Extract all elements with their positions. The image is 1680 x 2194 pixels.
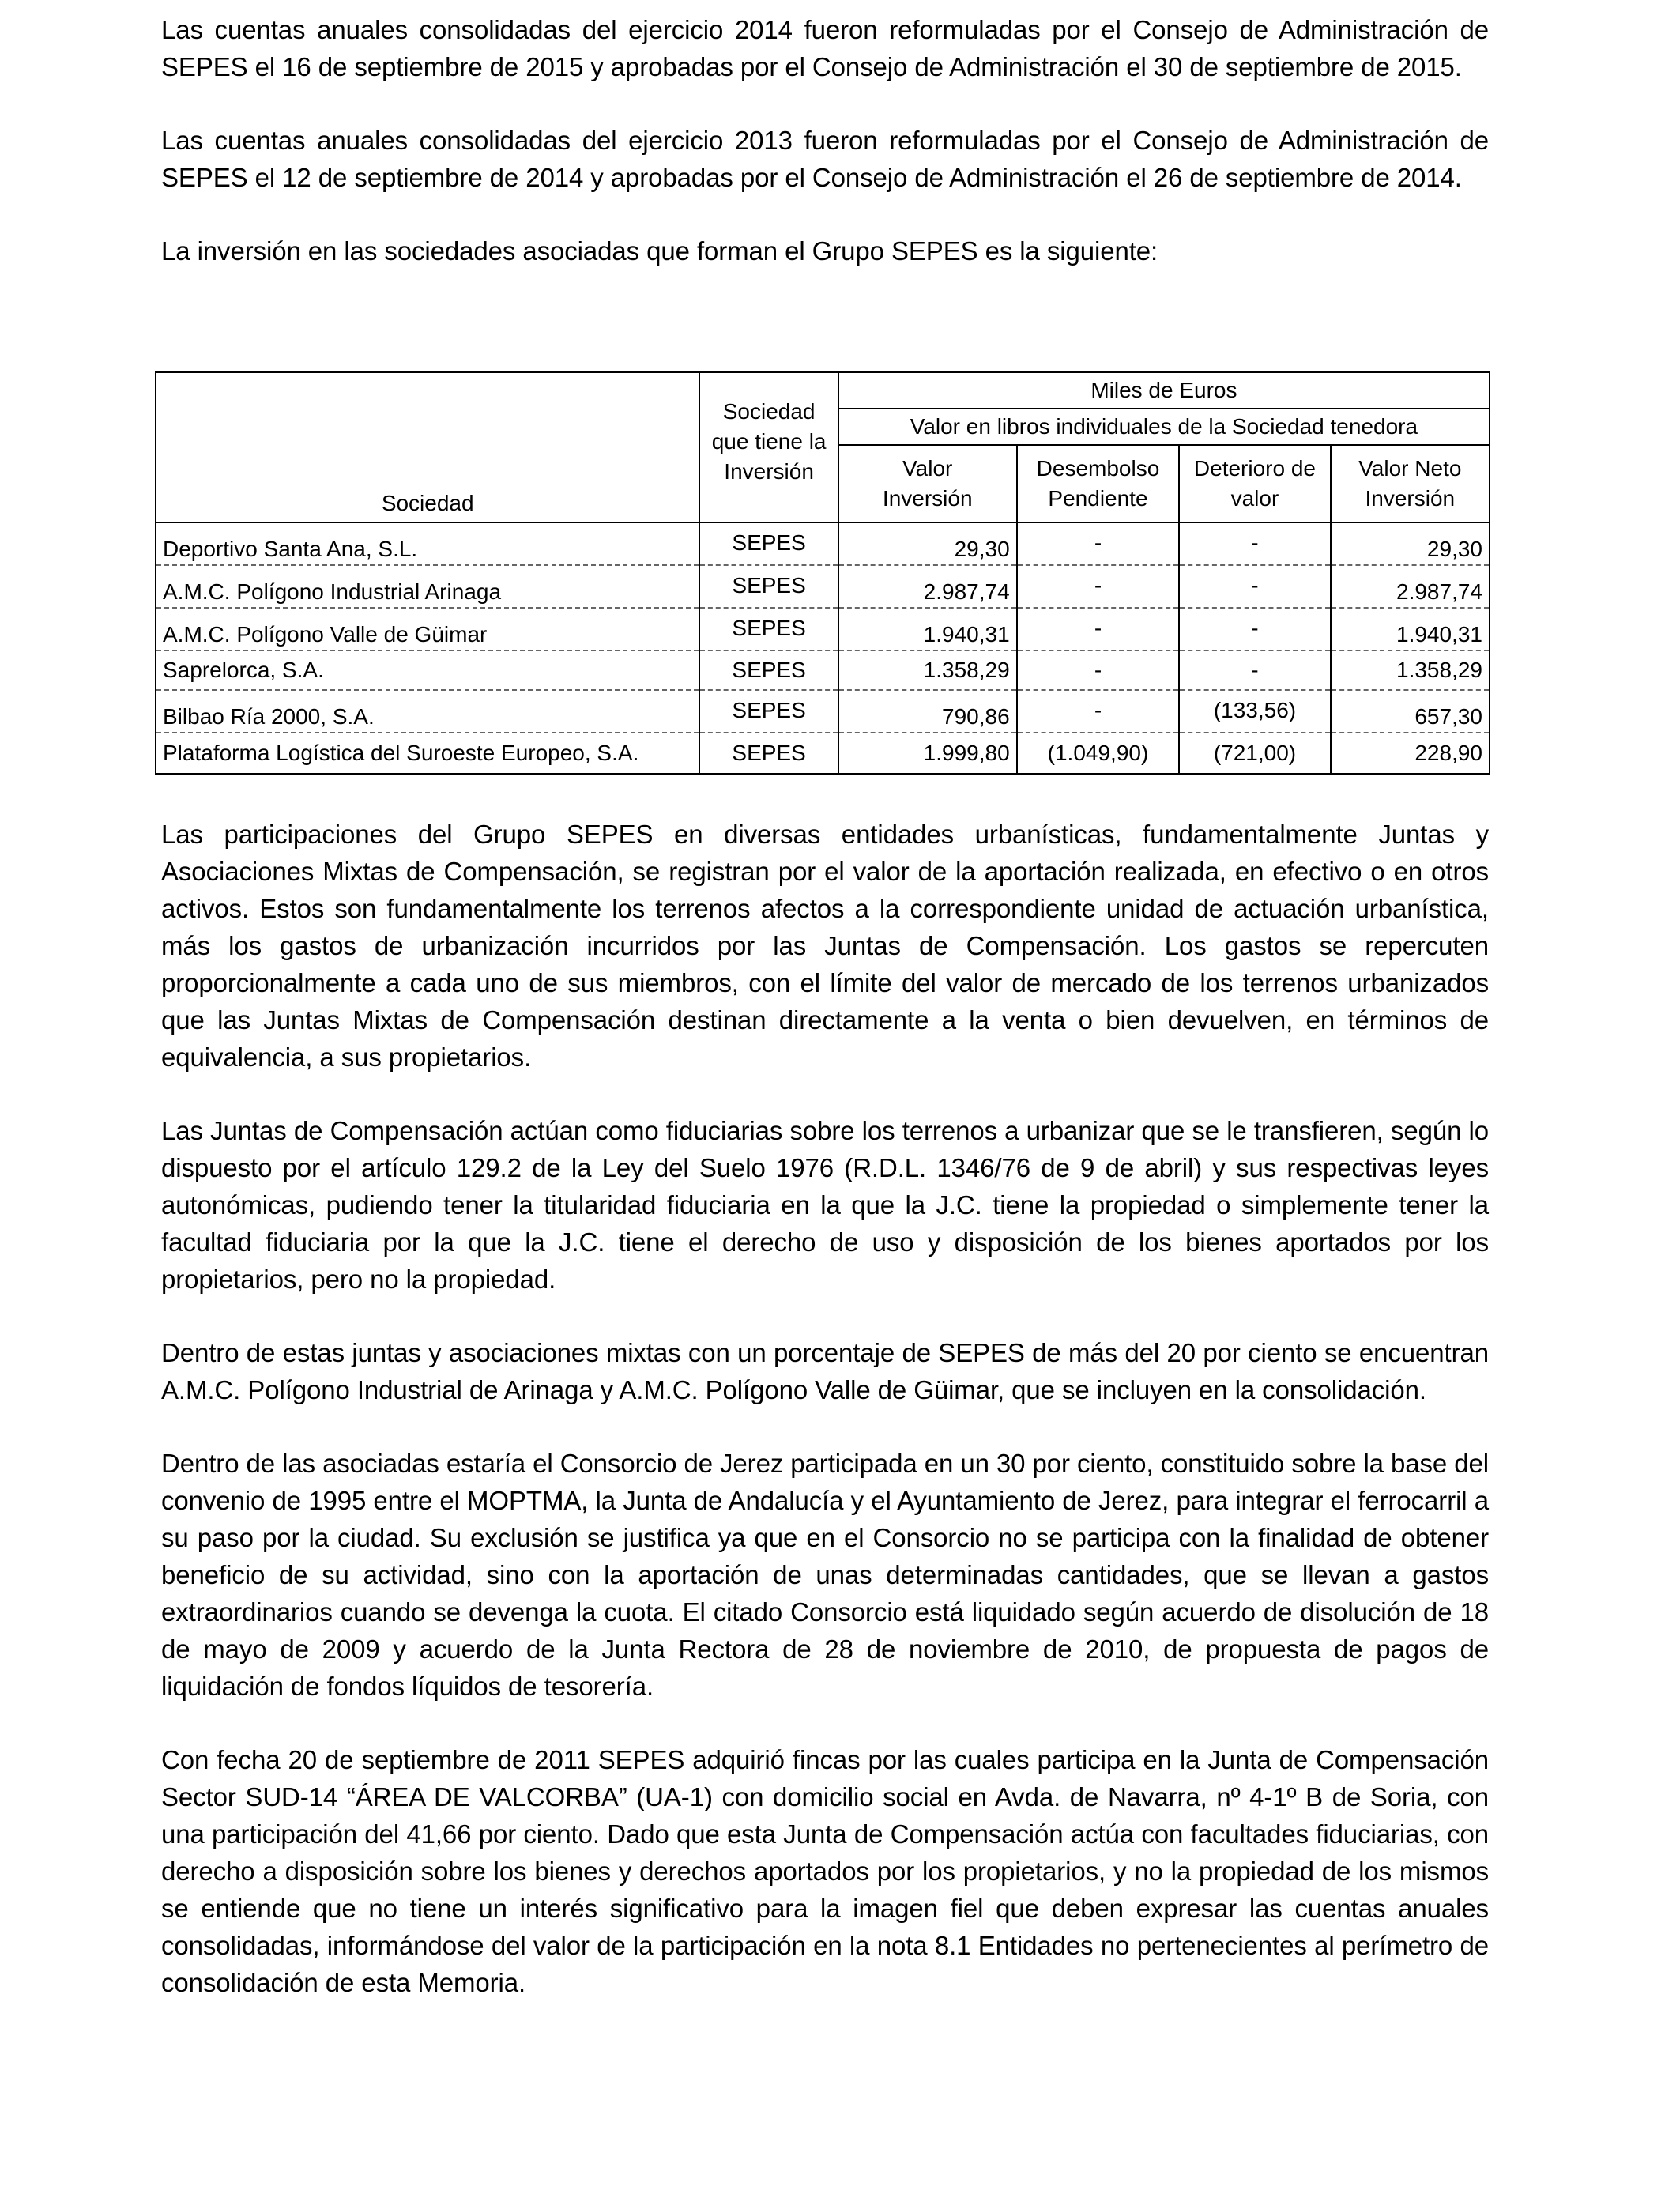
cell-desembolso: - [1017, 650, 1180, 690]
cell-neto: 657,30 [1331, 690, 1490, 733]
paragraph-inversion-intro: La inversión en las sociedades asociadas que forman el Grupo SEPES es la siguiente: [161, 236, 1158, 266]
table-row [156, 565, 1490, 608]
cell-sociedad: Plataforma Logística del Suroeste Europeo, S.A. [156, 733, 699, 774]
cell-neto: 2.987,74 [1331, 565, 1490, 608]
bottom-text-block [161, 816, 1489, 2038]
cell-valor: 2.987,74 [838, 565, 1017, 608]
cell-sociedad: Saprelorca, S.A. [156, 650, 699, 690]
paragraph-cuentas-2013: Las cuentas anuales consolidadas del ejercicio 2013 fueron reformuladas por el Consejo de Administración de SEPES el 12 de septiembre de 2014 y aprobadas por el Consejo de Administración el 26 de septiembre de 2014. [161, 126, 1489, 192]
cell-desembolso: - [1017, 522, 1180, 565]
header-tenedora: Sociedad que tiene la Inversión [711, 399, 827, 484]
cell-deterioro: - [1179, 608, 1330, 650]
cell-sociedad: Bilbao Ría 2000, S.A. [156, 690, 699, 733]
paragraph-juntas-asociaciones: Dentro de estas juntas y asociaciones mixtas con un porcentaje de SEPES de más del 20 por ciento se encuentran A.M.C. Polígono Industrial de Arinaga y A.M.C. Polígono Valle de Güimar, que se incluyen en la consolidación. [161, 1338, 1489, 1404]
cell-deterioro: - [1179, 522, 1330, 565]
cell-valor: 29,30 [838, 522, 1017, 565]
header-miles-euros: Miles de Euros [838, 372, 1490, 409]
cell-deterioro: (133,56) [1179, 690, 1330, 733]
paragraph-cuentas-2014: Las cuentas anuales consolidadas del ejercicio 2014 fueron reformuladas por el Consejo de Administración de SEPES el 16 de septiembre de 2015 y aprobadas por el Consejo de Administración el 30 de septiembre de 2015. [161, 15, 1489, 81]
cell-valor: 790,86 [838, 690, 1017, 733]
cell-desembolso: - [1017, 565, 1180, 608]
cell-deterioro: (721,00) [1179, 733, 1330, 774]
cell-tenedora: SEPES [699, 608, 838, 650]
cell-desembolso: - [1017, 690, 1180, 733]
paragraph-participaciones: Las participaciones del Grupo SEPES en diversas entidades urbanísticas, fundamentalmente Juntas y Asociaciones Mixtas de Compensación, se registran por el valor de la aportación realizada, en efectivo o en otros activos. Estos son fundamentalmente los terrenos afectos a la correspondiente unidad de actuación urbanística, más los gastos de urbanización incurridos por las Juntas de Compensación. Los gastos se repercuten proporcionalmente a cada uno de sus miembros, con el límite del valor de mercado de los terrenos urbanizados que las Juntas Mixtas de Compensación destinan directamente a la venta o bien devuelven, en términos de equivalencia, a sus propietarios. [161, 820, 1489, 1072]
cell-valor: 1.999,80 [838, 733, 1017, 774]
cell-desembolso: (1.049,90) [1017, 733, 1180, 774]
paragraph-consorcio-jerez: Dentro de las asociadas estaría el Consorcio de Jerez participada en un 30 por ciento, constituido sobre la base del convenio de 1995 entre el MOPTMA, la Junta de Andalucía y el Ayuntamiento de Jerez, para integrar el ferrocarril a su paso por la ciudad. Su exclusión se justifica ya que en el Consorcio no se participa con la finalidad de obtener beneficio de su actividad, sino con la aportación de unas determinadas cantidades, que se llevan a gastos extraordinarios cuando se devenga la cuota. El citado Consorcio está liquidado según acuerdo de disolución de 18 de mayo de 2009 y acuerdo de la Junta Rectora de 28 de noviembre de 2010, de propuesta de pagos de liquidación de fondos líquidos de tesorería. [161, 1449, 1489, 1701]
cell-neto: 228,90 [1331, 733, 1490, 774]
table-row [156, 733, 1490, 774]
cell-valor: 1.358,29 [838, 650, 1017, 690]
cell-deterioro: - [1179, 565, 1330, 608]
paragraph-valcorba: Con fecha 20 de septiembre de 2011 SEPES adquirió fincas por las cuales participa en la Junta de Compensación Sector SUD-14 “ÁREA DE VALCORBA” (UA-1) con domicilio social en Avda. de Navarra, nº 4-1º B de Soria, con una participación del 41,66 por ciento. Dado que esta Junta de Compensación actúa con facultades fiduciarias, con derecho a disposición sobre los bienes y derechos aportados por los propietarios, y no la propiedad de los mismos se entiende que no tiene un interés significativo para la imagen fiel que deben expresar las cuentas anuales consolidadas, informándose del valor de la participación en la nota 8.1 Entidades no pertenecientes al perímetro de consolidación de esta Memoria. [161, 1745, 1489, 1997]
header-tenedora-cell [699, 372, 838, 522]
cell-valor: 1.940,31 [838, 608, 1017, 650]
header-deterioro: Deterioro de valor [1179, 445, 1330, 522]
cell-tenedora: SEPES [699, 733, 838, 774]
header-valor-neto: Valor Neto Inversión [1331, 445, 1490, 522]
cell-desembolso: - [1017, 608, 1180, 650]
cell-sociedad: A.M.C. Polígono Industrial Arinaga [156, 565, 699, 608]
cell-deterioro: - [1179, 650, 1330, 690]
top-text-block [161, 11, 1489, 301]
cell-tenedora: SEPES [699, 522, 838, 565]
cell-neto: 29,30 [1331, 522, 1490, 565]
header-desembolso: Desembolso Pendiente [1017, 445, 1180, 522]
investment-table [155, 371, 1490, 775]
header-valor-libros: Valor en libros individuales de la Sociedad tenedora [838, 409, 1490, 445]
paragraph-juntas-compensacion: Las Juntas de Compensación actúan como fiduciarias sobre los terrenos a urbanizar que se le transfieren, según lo dispuesto por el artículo 129.2 de la Ley del Suelo 1976 (R.D.L. 1346/76 de 9 de abril) y sus respectivas leyes autonómicas, pudiendo tener la titularidad fiduciaria en la que la J.C. tiene la propiedad o simplemente tener la facultad fiduciaria por la que la J.C. tiene el derecho de uso y disposición de los bienes aportados por los propietarios, pero no la propiedad. [161, 1116, 1489, 1294]
cell-tenedora: SEPES [699, 565, 838, 608]
table-row [156, 608, 1490, 650]
header-valor-inversion: Valor Inversión [838, 445, 1017, 522]
cell-tenedora: SEPES [699, 650, 838, 690]
cell-neto: 1.358,29 [1331, 650, 1490, 690]
cell-tenedora: SEPES [699, 690, 838, 733]
cell-neto: 1.940,31 [1331, 608, 1490, 650]
cell-sociedad: A.M.C. Polígono Valle de Güimar [156, 608, 699, 650]
cell-sociedad: Deportivo Santa Ana, S.L. [156, 522, 699, 565]
header-sociedad: Sociedad [381, 491, 474, 515]
header-sociedad-cell [156, 372, 699, 522]
table-row [156, 650, 1490, 690]
table-row [156, 690, 1490, 733]
table-row [156, 522, 1490, 565]
